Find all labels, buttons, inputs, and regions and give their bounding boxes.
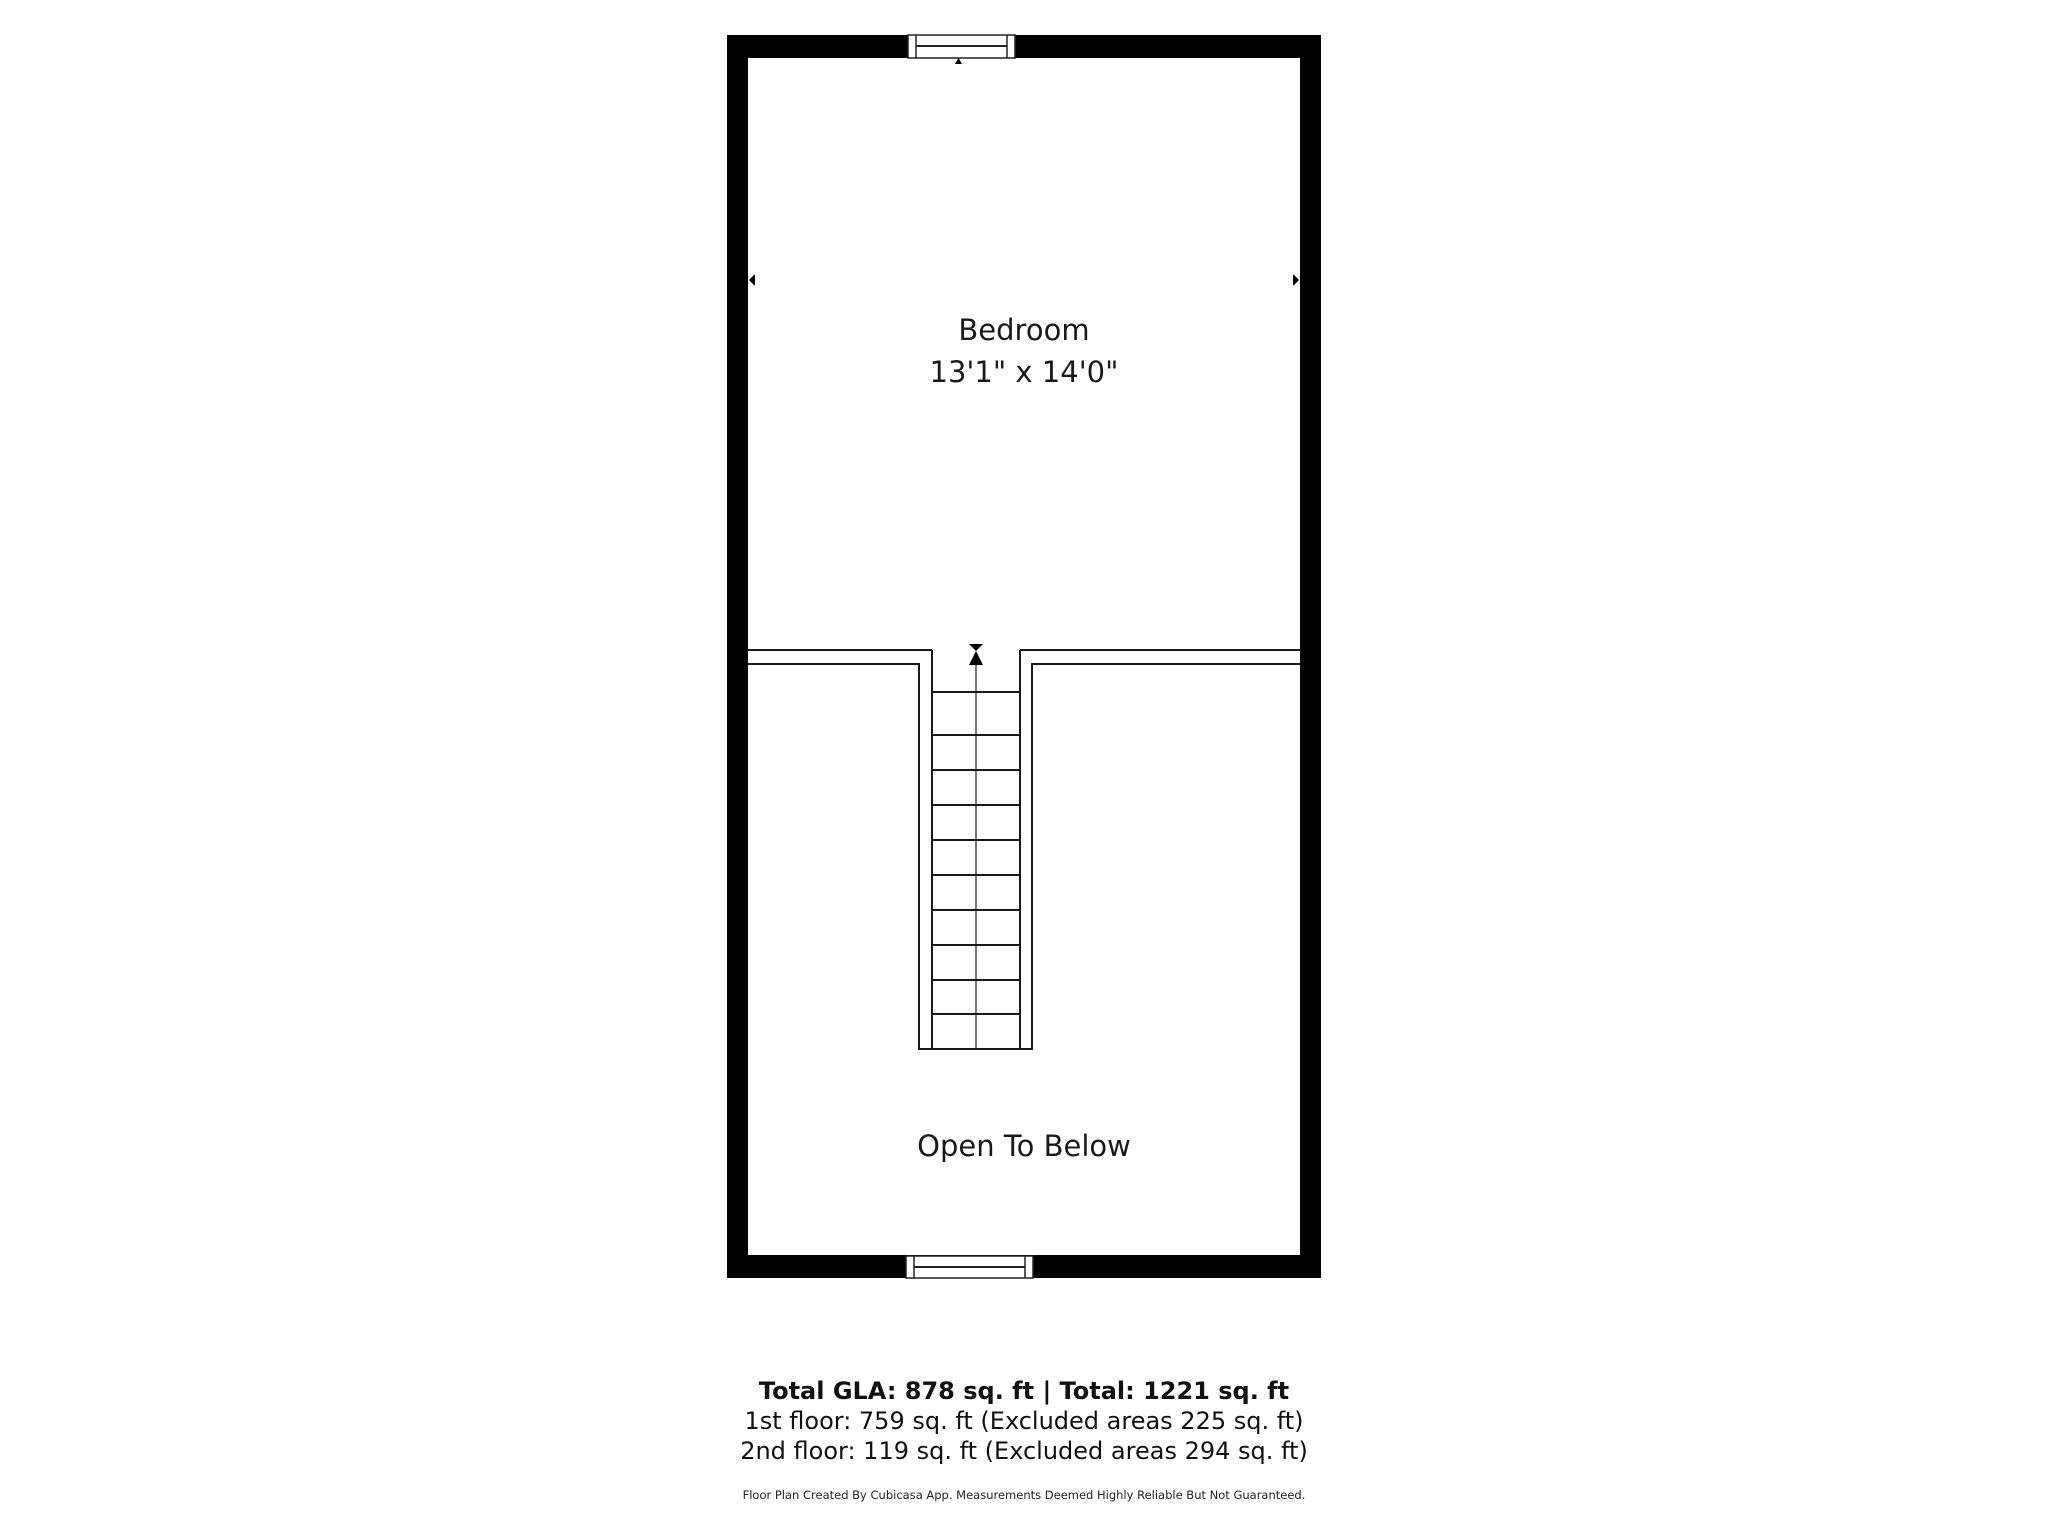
room-label-bedroom: Bedroom xyxy=(958,313,1090,347)
top-window xyxy=(908,35,1015,58)
room-dimensions-bedroom: 13'1" x 14'0" xyxy=(929,355,1119,389)
bottom-window xyxy=(906,1256,1033,1278)
window-marker-icon xyxy=(955,58,962,64)
staircase xyxy=(932,655,1020,1049)
second-floor-area: 2nd floor: 119 sq. ft (Excluded areas 294 sq. ft) xyxy=(740,1437,1308,1465)
wall-marker-left-icon xyxy=(749,274,755,286)
disclaimer-footer: Floor Plan Created By Cubicasa App. Measurements Deemed Highly Reliable But Not Guaranteed. xyxy=(742,1488,1306,1502)
area-summary xyxy=(0,1377,2048,1465)
exterior-walls xyxy=(727,35,1321,1278)
railing-partition xyxy=(748,650,1300,1049)
stair-direction-arrow-icon xyxy=(969,644,983,665)
wall-marker-right-icon xyxy=(1293,274,1299,286)
room-label-open-to-below: Open To Below xyxy=(917,1129,1131,1163)
first-floor-area: 1st floor: 759 sq. ft (Excluded areas 225 sq. ft) xyxy=(744,1407,1304,1435)
total-area-line: Total GLA: 878 sq. ft | Total: 1221 sq. ft xyxy=(758,1377,1290,1405)
